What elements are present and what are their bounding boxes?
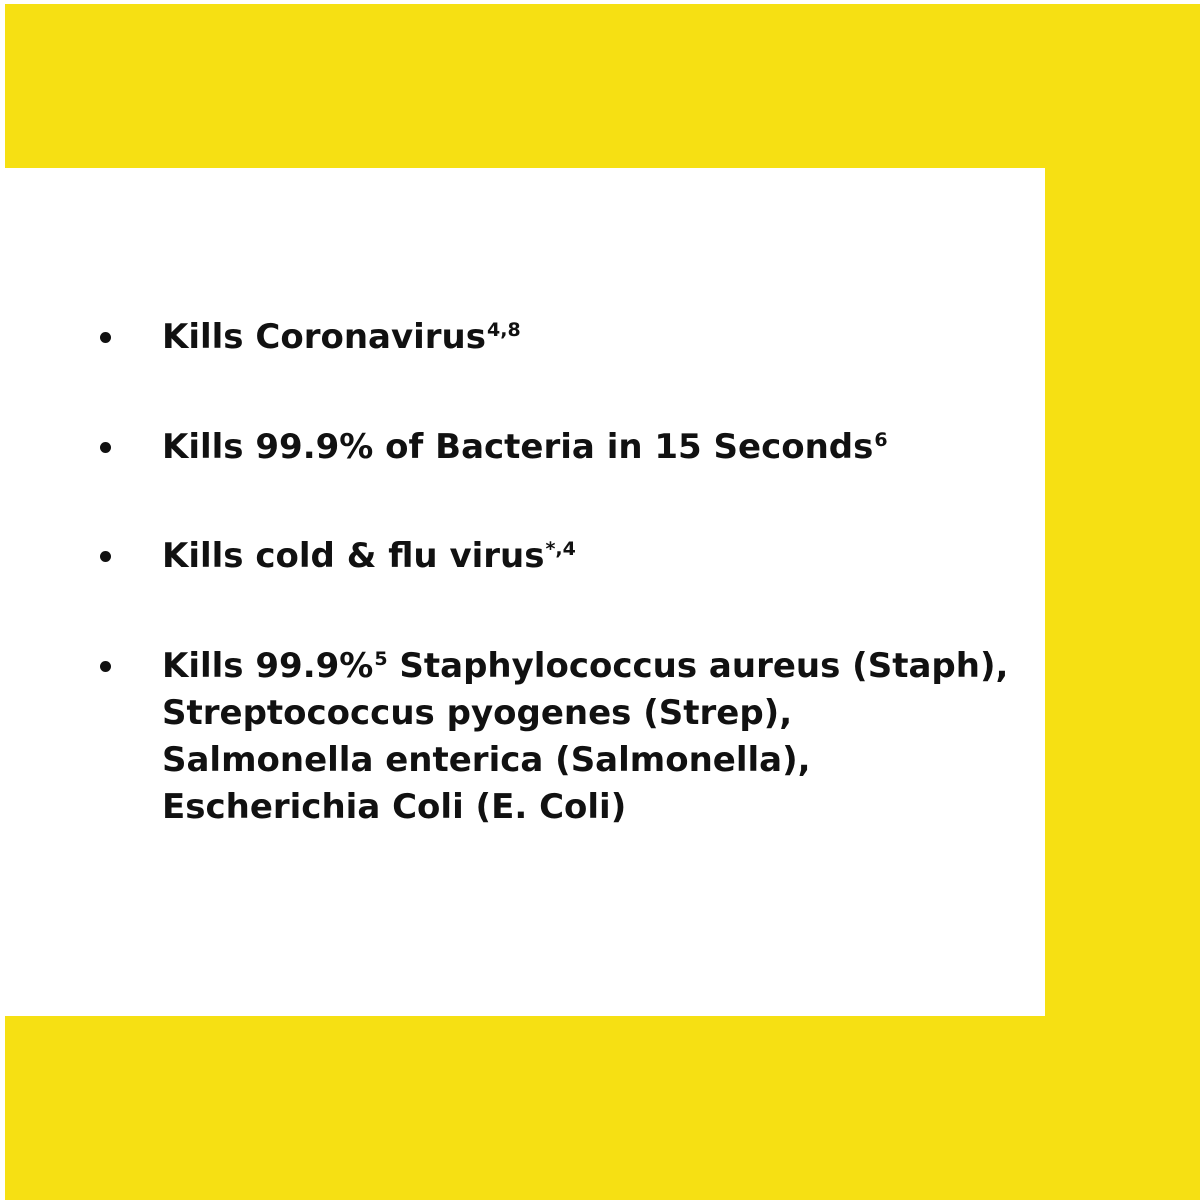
claim-line-1 (162, 643, 1008, 690)
claim-text (162, 533, 576, 580)
bullet-icon (100, 332, 111, 343)
claim-lead: Kills 99.9% (162, 646, 374, 686)
claims-panel (0, 168, 1045, 1016)
claim-label: Kills 99.9% of Bacteria in 15 Seconds (162, 427, 874, 467)
claim-label: Kills Coronavirus (162, 317, 486, 357)
claim-line-2: Streptococcus pyogenes (Strep), (162, 693, 793, 733)
claim-text (162, 314, 521, 361)
claim-line-3: Salmonella enterica (Salmonella), (162, 740, 811, 780)
bullet-icon (100, 442, 111, 453)
claim-text (162, 424, 888, 471)
footnote-ref: *,4 (545, 537, 576, 560)
bullet-icon (100, 551, 111, 562)
footnote-ref: 6 (874, 428, 888, 451)
claim-line-4: Escherichia Coli (E. Coli) (162, 787, 627, 827)
claim-label: Kills cold & flu virus (162, 536, 545, 576)
bullet-icon (100, 661, 111, 672)
footnote-ref: 4,8 (487, 318, 521, 341)
claim-line-1-rest: Staphylococcus aureus (Staph), (387, 646, 1009, 686)
footnote-ref: 5 (374, 647, 388, 670)
claim-text (162, 643, 1008, 831)
